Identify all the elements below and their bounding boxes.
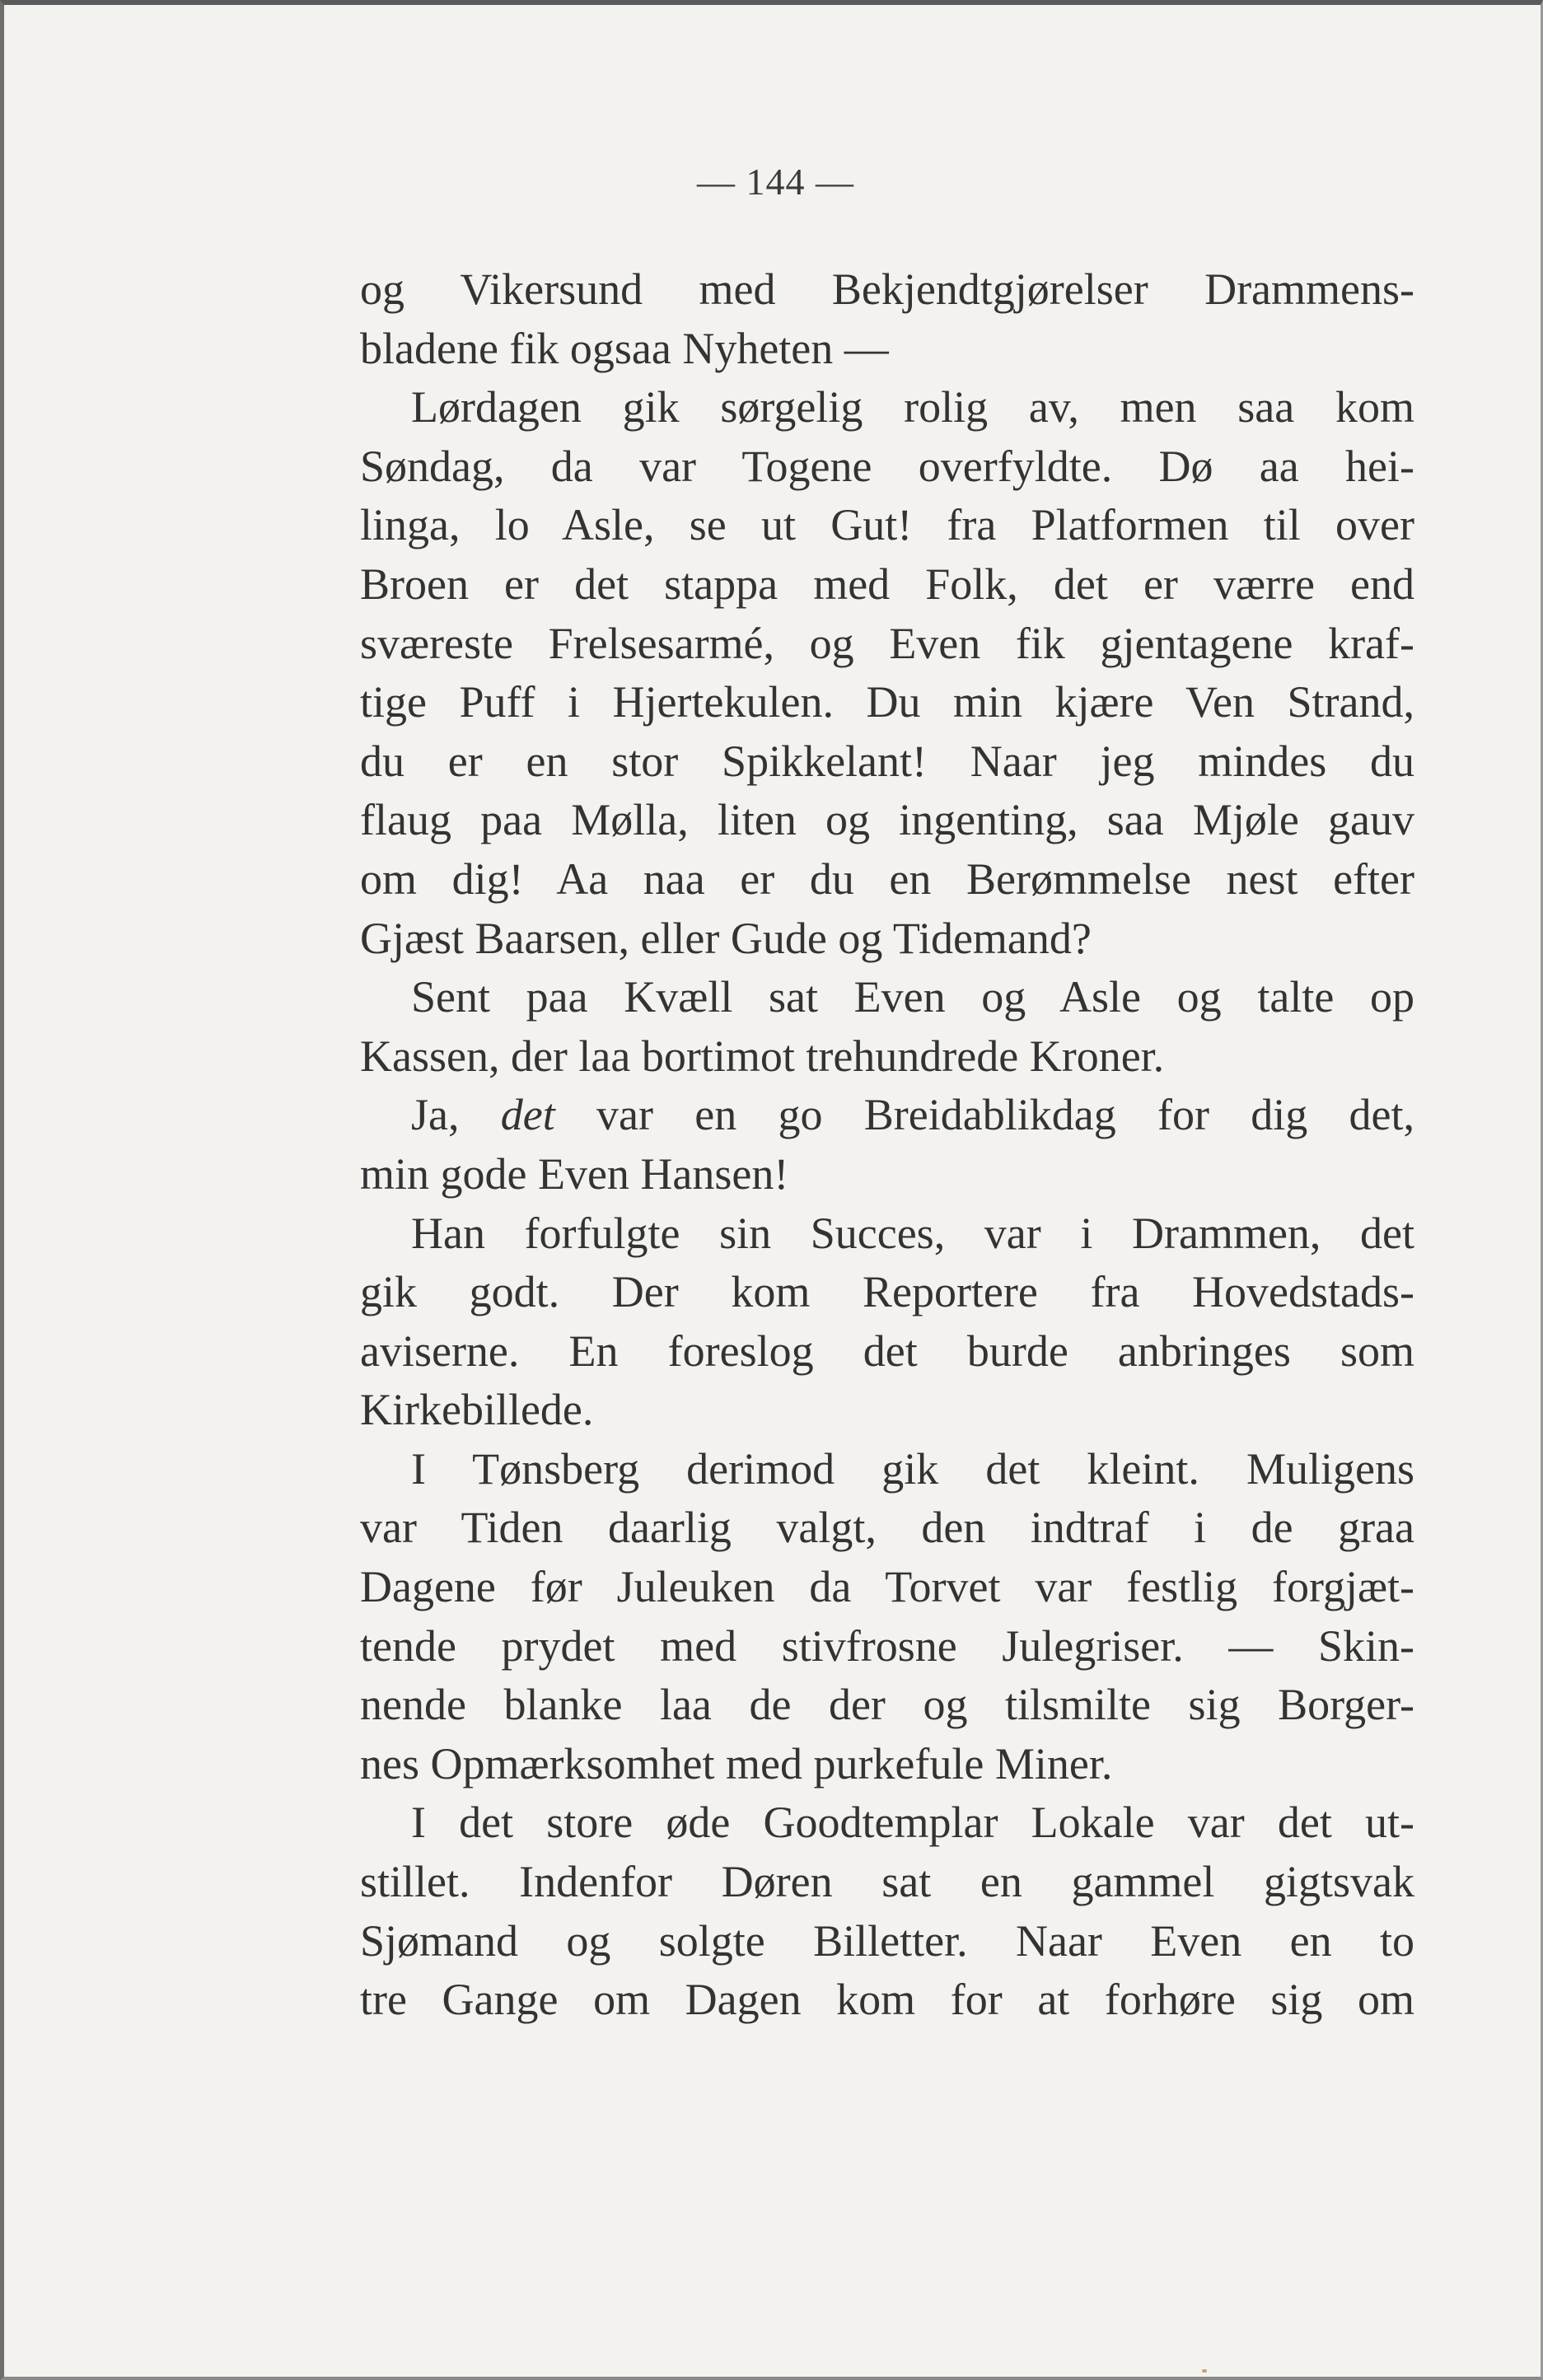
text-line: nende blanke laa de der og tilsmilte sig Borger- <box>360 1680 1414 1730</box>
emphasized-word: det <box>500 1090 555 1140</box>
text-line: linga, lo Asle, se ut Gut! fra Platformen til over <box>360 500 1414 550</box>
text-line: Kassen, der laa bortimot trehundrede Kroner. <box>360 1031 1165 1081</box>
text-line: og Vikersund med Bekjendtgjørelser Drammens- <box>360 264 1414 314</box>
text-line: var Tiden daarlig valgt, den indtraf i de graa <box>360 1503 1414 1553</box>
text-line: Kirkebillede. <box>360 1385 594 1435</box>
text-line: min gode Even Hansen! <box>360 1148 789 1199</box>
text-line: Søndag, da var Togene overfyldte. Dø aa hei- <box>360 441 1414 491</box>
text-line: tende prydet med stivfrosne Julegriser. — Skin- <box>360 1620 1414 1671</box>
paragraph-start-line: Sent paa Kvæll sat Even og Asle og talte op <box>411 972 1414 1022</box>
text-line: tre Gange om Dagen kom for at forhøre sig om <box>360 1975 1414 2025</box>
body-text <box>360 260 1414 2030</box>
text-line: Sjømand og solgte Billetter. Naar Even en to <box>360 1915 1414 1966</box>
text-line: nes Opmærksomhet med purkefule Miner. <box>360 1738 1113 1789</box>
text-line: stillet. Indenfor Døren sat en gammel gigtsvak <box>360 1857 1414 1907</box>
text-line: sværeste Frelsesarmé, og Even fik gjentagene kraf- <box>360 618 1414 668</box>
paragraph-start-line: I Tønsberg derimod gik det kleint. Muligens <box>411 1443 1414 1494</box>
text-line: Broen er det stappa med Folk, det er værre end <box>360 559 1414 609</box>
text-line: Dagene før Juleuken da Torvet var festlig forgjæt- <box>360 1562 1414 1612</box>
paragraph-start-line: I det store øde Goodtemplar Lokale var det ut- <box>411 1798 1414 1848</box>
text-line: tige Puff i Hjertekulen. Du min kjære Ven Strand, <box>360 677 1414 727</box>
page-number: — 144 — <box>697 161 854 203</box>
text-line: aviserne. En foreslog det burde anbringes som <box>360 1326 1414 1376</box>
line-text-pre: Ja, <box>411 1090 501 1140</box>
text-line: bladene fik ogsaa Nyheten — <box>360 323 889 373</box>
text-line: du er en stor Spikkelant! Naar jeg mindes du <box>360 736 1414 786</box>
paragraph-start-line: Lørdagen gik sørgelig rolig av, men saa kom <box>411 382 1414 433</box>
text-line: gik godt. Der kom Reportere fra Hovedstads- <box>360 1267 1414 1317</box>
text-line: Gjæst Baarsen, eller Gude og Tidemand? <box>360 913 1092 963</box>
paragraph-start-line <box>360 1086 1414 1145</box>
text-line: flaug paa Mølla, liten og ingenting, saa Mjøle gauv <box>360 795 1414 845</box>
paragraph-start-line: Han forfulgte sin Succes, var i Drammen, det <box>411 1208 1414 1258</box>
text-line: om dig! Aa naa er du en Berømmelse nest efter <box>360 853 1414 904</box>
paper-speck <box>1202 2369 1207 2373</box>
line-text-post: var en go Breidablikdag for dig det, <box>554 1090 1414 1140</box>
